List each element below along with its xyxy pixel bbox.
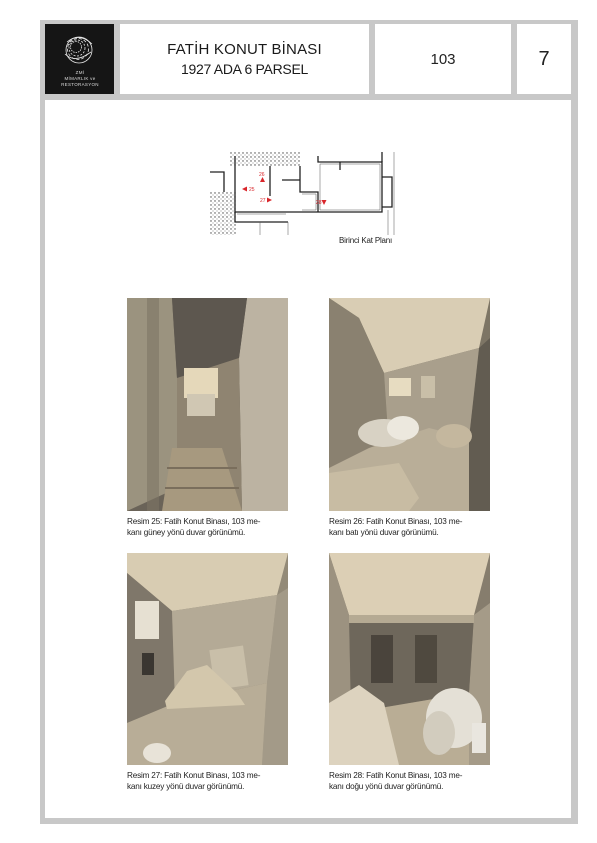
caption-line: kanı kuzey yönü duvar görünümü. bbox=[127, 781, 245, 791]
caption-line: Resim 26: Fatih Konut Binası, 103 me- bbox=[329, 517, 463, 526]
caption-line: kanı batı yönü duvar görünümü. bbox=[329, 527, 439, 537]
photo-25-caption bbox=[127, 517, 292, 538]
logo-text-3: RESTORASYON bbox=[61, 82, 99, 87]
page-number: 7 bbox=[517, 24, 571, 94]
photo-28 bbox=[329, 553, 490, 765]
caption-line: Resim 27: Fatih Konut Binası, 103 me- bbox=[127, 771, 261, 780]
caption-line: kanı doğu yönü duvar görünümü. bbox=[329, 781, 444, 791]
floor-plan bbox=[210, 152, 403, 235]
title-line-1: FATİH KONUT BİNASI bbox=[167, 41, 322, 58]
marker-label: 28 bbox=[316, 200, 322, 206]
photo-28-caption bbox=[329, 771, 494, 792]
company-logo bbox=[45, 24, 114, 94]
room-number: 103 bbox=[375, 24, 511, 94]
photo-25 bbox=[127, 298, 288, 511]
logo-text-1: ZMİ bbox=[75, 70, 85, 75]
marker-label: 26 bbox=[259, 172, 265, 178]
plan-caption: Birinci Kat Planı bbox=[339, 236, 393, 245]
caption-line: Resim 28: Fatih Konut Binası, 103 me- bbox=[329, 771, 463, 780]
title-line-2: 1927 ADA 6 PARSEL bbox=[181, 61, 308, 77]
logo-text-2: MİMARLIK ve bbox=[64, 76, 96, 81]
caption-line: kanı güney yönü duvar görünümü. bbox=[127, 527, 246, 537]
marker-label: 27 bbox=[260, 198, 266, 204]
photo-26 bbox=[329, 298, 490, 511]
photo-26-caption bbox=[329, 517, 494, 538]
caption-line: Resim 25: Fatih Konut Binası, 103 me- bbox=[127, 517, 261, 526]
document-title bbox=[120, 24, 369, 94]
photo-27 bbox=[127, 553, 288, 765]
photo-27-caption bbox=[127, 771, 292, 792]
marker-label: 25 bbox=[249, 187, 255, 193]
